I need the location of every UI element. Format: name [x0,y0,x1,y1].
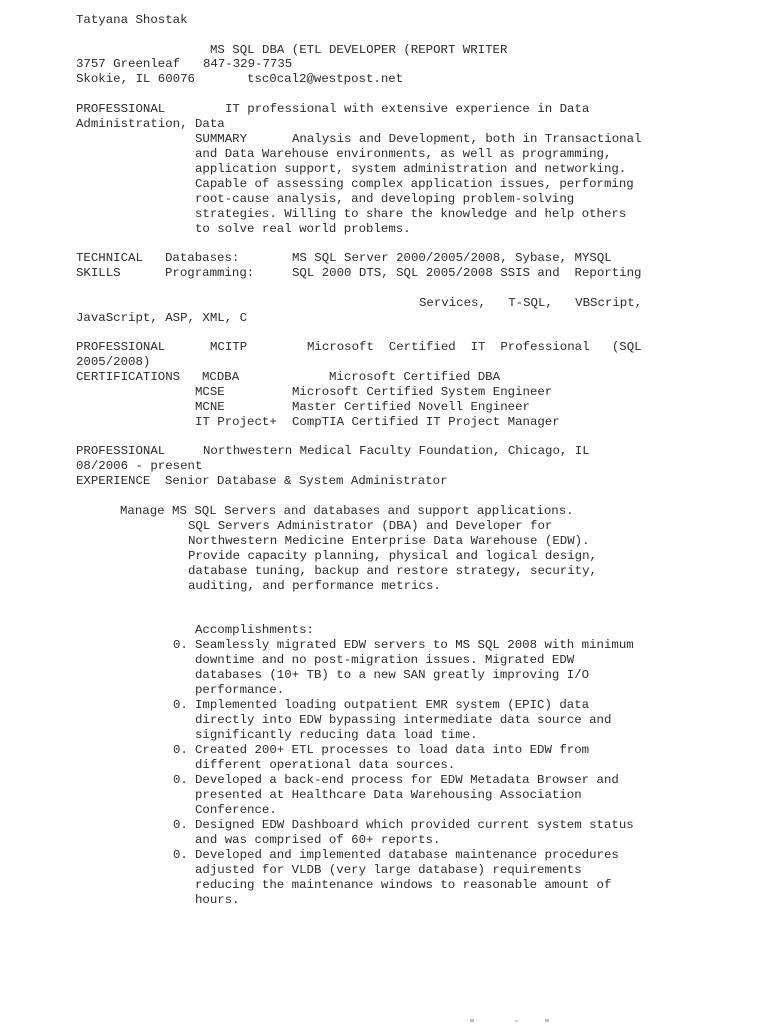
cert-desc: Microsoft Certified IT Professional (SQL [307,340,642,354]
cert-desc: Microsoft Certified System Engineer [292,385,553,399]
experience-label-2: EXPERIENCE [76,474,151,488]
programming-value-cont: Services, T-SQL, VBScript, [419,296,643,310]
cert-code: MCSE [195,385,225,399]
bullet-marker: 0. [173,698,188,712]
scan-artifact [470,1019,474,1022]
experience-intro-line: auditing, and performance metrics. [188,579,441,593]
accomplishment-line: Developed and implemented database maintenance procedures [195,848,619,862]
bullet-marker: 0. [173,848,188,862]
summary-line: to solve real world problems. [195,222,411,236]
employer: Northwestern Medical Faculty Foundation, Chicago, IL [203,444,590,458]
accomplishment-line: reducing the maintenance windows to reasonable amount of [195,878,612,892]
accomplishment-line: different operational data sources. [195,758,456,772]
skills-label-1: TECHNICAL [76,251,143,265]
accomplishment-line: hours. [195,893,240,907]
certs-label-1b: 2005/2008) [76,355,151,369]
bullet-marker: 0. [173,638,188,652]
accomplishment-line: Conference. [195,803,277,817]
accomplishment-line: Designed EDW Dashboard which provided current system status [195,818,634,832]
job-role: MS SQL DBA (ETL DEVELOPER (REPORT WRITER [210,43,508,57]
employment-dates: 08/2006 - present [76,459,203,473]
summary-line: Analysis and Development, both in Transactional [292,132,642,146]
email-address: tsc0cal2@westpost.net [247,72,404,86]
accomplishment-line: directly into EDW bypassing intermediate data source and [195,713,612,727]
summary-line: application support, system administration and networking. [195,162,627,176]
cert-code: MCITP [210,340,248,354]
accomplishment-line: presented at Healthcare Data Warehousing Association [195,788,582,802]
summary-line: and Data Warehouse environments, as well as programming, [195,147,612,161]
databases-label: Databases: [165,251,240,265]
summary-line: Capable of assessing complex application issues, performing [195,177,634,191]
accomplishment-line: performance. [195,683,285,697]
city-state-zip: Skokie, IL 60076 [76,72,195,86]
cert-code: IT Project+ [195,415,277,429]
accomplishment-line: databases (10+ TB) to a new SAN greatly improving I/O [195,668,590,682]
accomplishment-line: downtime and no post-migration issues. Migrated EDW [195,653,575,667]
experience-label-1: PROFESSIONAL [76,444,166,458]
cert-desc: CompTIA Certified IT Project Manager [292,415,560,429]
scan-artifact [515,1020,518,1022]
accomplishment-line: Seamlessly migrated EDW servers to MS SQL 2008 with minimum [195,638,634,652]
phone-number: 847-329-7735 [203,57,293,71]
programming-label: Programming: [165,266,255,280]
programming-value: SQL 2000 DTS, SQL 2005/2008 SSIS and Reporting [292,266,642,280]
experience-intro-line: SQL Servers Administrator (DBA) and Developer for [188,519,553,533]
experience-intro-line: Northwestern Medicine Enterprise Data Warehouse (EDW). [188,534,590,548]
accomplishment-line: significantly reducing data load time. [195,728,478,742]
summary-label-1: PROFESSIONAL [76,102,166,116]
bullet-marker: 0. [173,743,188,757]
experience-intro-line: Provide capacity planning, physical and logical design, [188,549,597,563]
cert-desc: Microsoft Certified DBA [329,370,501,384]
summary-line: root-cause analysis, and developing problem-solving [195,192,575,206]
accomplishments-heading: Accomplishments: [195,623,314,637]
summary-label-2: SUMMARY [195,132,248,146]
street-address: 3757 Greenleaf [76,57,181,71]
certs-label-1: PROFESSIONAL [76,340,166,354]
summary-line: Administration, Data [76,117,225,131]
bullet-marker: 0. [173,818,188,832]
experience-intro-line: Manage MS SQL Servers and databases and support applications. [120,504,574,518]
summary-line: IT professional with extensive experience in Data [225,102,590,116]
experience-intro-line: database tuning, backup and restore strategy, security, [188,564,597,578]
programming-value-cont: JavaScript, ASP, XML, C [76,311,248,325]
accomplishment-line: adjusted for VLDB (very large database) requirements [195,863,582,877]
cert-desc: Master Certified Novell Engineer [292,400,530,414]
job-title: Senior Database & System Administrator [165,474,448,488]
cert-code: MCNE [195,400,225,414]
accomplishment-line: Implemented loading outpatient EMR system (EPIC) data [195,698,590,712]
accomplishment-line: Created 200+ ETL processes to load data into EDW from [195,743,590,757]
cert-code: MCDBA [202,370,240,384]
candidate-name: Tatyana Shostak [76,13,188,27]
bullet-marker: 0. [173,773,188,787]
summary-line: strategies. Willing to share the knowledge and help others [195,207,627,221]
databases-value: MS SQL Server 2000/2005/2008, Sybase, MYSQL [292,251,612,265]
accomplishment-line: and was comprised of 60+ reports. [195,833,441,847]
certs-label-2: CERTIFICATIONS [76,370,181,384]
accomplishment-line: Developed a back-end process for EDW Metadata Browser and [195,773,619,787]
skills-label-2: SKILLS [76,266,121,280]
scan-artifact [545,1019,549,1022]
